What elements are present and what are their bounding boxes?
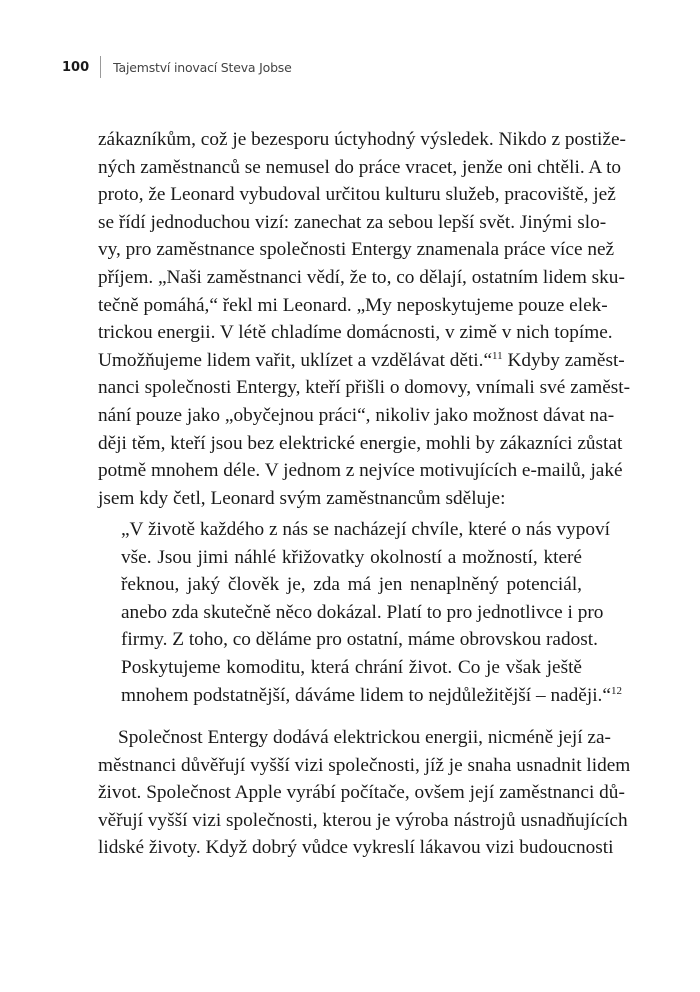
text-line: zákazníkům, což je bezesporu úctyhodný výsledek. Nikdo z postiže- (98, 129, 626, 150)
text-line: ději těm, kteří jsou bez elektrické energie, mohli by zákazníci zůstat (98, 432, 623, 454)
text-line: městnanci důvěřují vyšší vizi společnosti, jíž je snaha usnadnit lidem (98, 754, 631, 776)
text-line: tečně pomáhá,“ řekl mi Leonard. „My neposkytujeme pouze elek- (98, 294, 608, 316)
quote-line: firmy. Z toho, co děláme pro ostatní, máme obrovskou radost. (121, 629, 598, 651)
text-line: se řídí jednoduchou vizí: zanechat za sebou lepší svět. Jinými slo- (98, 211, 607, 233)
text-segment: Kdyby zaměst- (502, 349, 625, 371)
text-segment: mnohem podstatnější, dáváme lidem to nejdůležitější – naději.“ (121, 684, 611, 706)
text-line: ných zaměstnanců se nemusel do práce vracet, jenže oni chtěli. A to (98, 156, 622, 178)
quote-line: anebo zda skutečně něco dokázal. Platí to pro jednotlivce i pro (121, 601, 604, 623)
text-line: trickou energii. V létě chladíme domácnosti, v zimě v nich topíme. (98, 322, 613, 344)
text-line: vy, pro zaměstnance společnosti Entergy znamenala práce více než (98, 239, 615, 261)
text-line: věřují vyšší vizi společnosti, kterou je výroba nástrojů usnadňujících (98, 809, 628, 831)
quote-line (121, 682, 622, 710)
paragraph-1 (98, 126, 631, 512)
paragraph-2 (98, 724, 631, 862)
text-line: Společnost Entergy dodává elektrickou energii, nicméně její za- (118, 727, 611, 748)
text-line: jsem kdy četl, Leonard svým zaměstnancům sděluje: (98, 487, 506, 509)
text-line: nanci společnosti Entergy, kteří přišli o domovy, vnímali své zaměst- (98, 377, 631, 399)
text-segment: Umožňujeme lidem vařit, uklízet a vzdělávat děti.“ (98, 349, 493, 371)
header-separator (100, 56, 101, 78)
quote-line: řeknou, jaký člověk je, zda má jen nenaplněný potenciál, (121, 574, 582, 596)
page-header (62, 55, 292, 79)
quote-line: „V životě každého z nás se nacházejí chvíle, které o nás vypoví (121, 519, 610, 540)
text-line (98, 347, 625, 375)
quote-line: vše. Jsou jimi náhlé křižovatky okolností a možností, které (121, 546, 582, 568)
text-line: lidské životy. Když dobrý vůdce vykreslí lákavou vizi budoucnosti (98, 837, 614, 859)
quote-line: Poskytujeme komoditu, která chrání život. Co je však ještě (121, 656, 582, 678)
running-title: Tajemství inovací Steva Jobse (113, 59, 292, 75)
text-line: život. Společnost Apple vyrábí počítače, ovšem její zaměstnanci dů- (98, 782, 625, 804)
text-line: potmě mnohem déle. V jednom z nejvíce motivujících e-mailů, jaké (98, 460, 623, 482)
text-line: příjem. „Naši zaměstnanci vědí, že to, co dělají, ostatním lidem sku- (98, 266, 625, 288)
block-quote (121, 516, 622, 709)
text-line: proto, že Leonard vybudoval určitou kulturu služeb, pracoviště, jež (98, 184, 616, 206)
footnote-ref-12: 12 (610, 684, 622, 697)
page-number: 100 (62, 59, 90, 75)
footnote-ref-11: 11 (492, 349, 503, 362)
text-line: nání pouze jako „obyčejnou práci“, nikoliv jako možnost dávat na- (98, 404, 615, 426)
